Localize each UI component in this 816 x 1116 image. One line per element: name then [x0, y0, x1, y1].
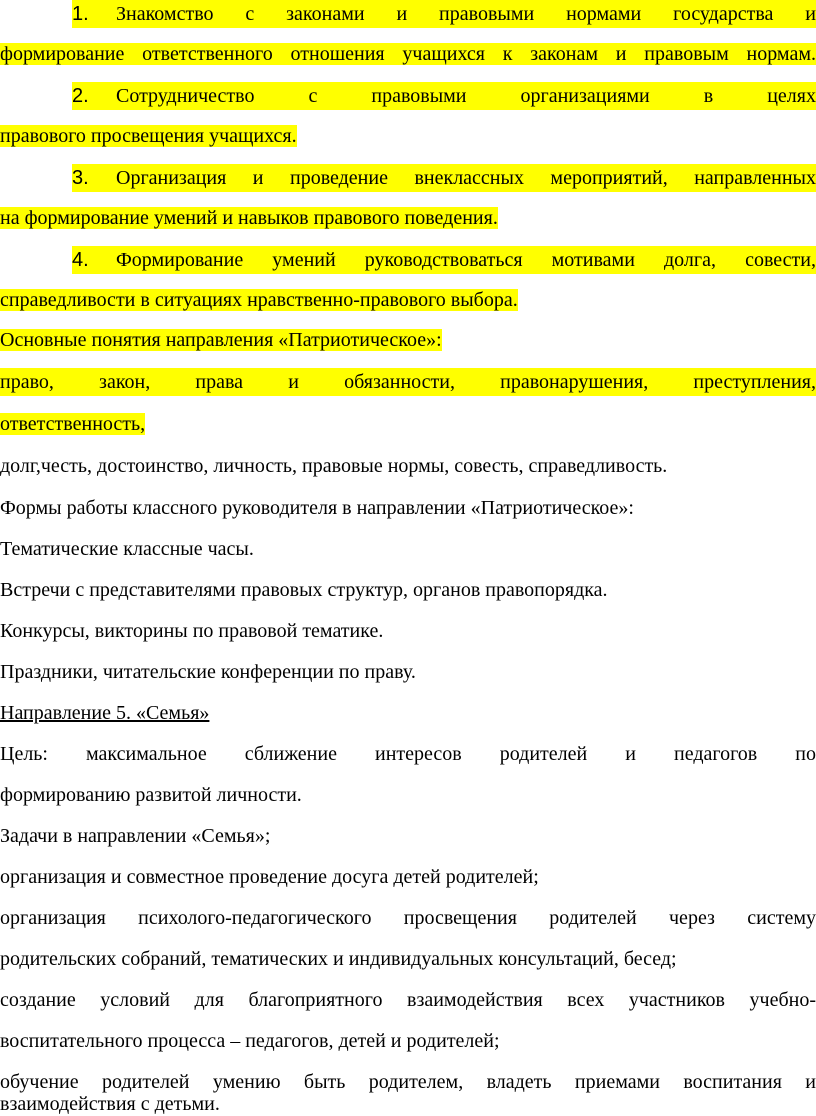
list-text: формирование ответственного отношения учащихся к законам и правовым нормам. — [0, 43, 816, 65]
list-number: 2. — [72, 85, 89, 107]
task-line: организация психолого-педагогического просвещения родителей через систему — [0, 907, 816, 929]
form-item: Тематические классные часы. — [0, 538, 254, 560]
task-line: организация и совместное проведение досуга детей родителей; — [0, 866, 539, 888]
tasks-heading: Задачи в направлении «Семья»; — [0, 825, 271, 847]
section-title: Направление 5. «Семья» — [0, 702, 210, 724]
form-item: Конкурсы, викторины по правовой тематике. — [0, 620, 384, 642]
concepts-line-3: долг,честь, достоинство, личность, правовые нормы, совесть, справедливость. — [0, 455, 668, 477]
list-item-1-line-1 — [0, 0, 816, 28]
form-item: Встречи с представителями правовых структур, органов правопорядка. — [0, 579, 608, 601]
goal-line-1: Цель: максимальное сближение интересов родителей и педагогов по — [0, 743, 816, 765]
task-line: родительских собраний, тематических и индивидуальных консультаций, бесед; — [0, 948, 677, 970]
list-item-2-line-1 — [0, 82, 816, 110]
list-number: 3. — [72, 167, 89, 189]
list-number: 4. — [72, 249, 89, 271]
list-text: Сотрудничество с правовыми организациями в целях — [116, 85, 816, 107]
task-line: обучение родителей умению быть родителем, владеть приемами воспитания и — [0, 1071, 816, 1093]
form-item: Праздники, читательские конференции по праву. — [0, 661, 416, 683]
list-text: на формирование умений и навыков правового поведения. — [0, 207, 498, 229]
list-item-3-line-1 — [0, 164, 816, 192]
task-line: воспитательного процесса – педагогов, детей и родителей; — [0, 1030, 500, 1052]
list-item-3-line-2 — [0, 204, 816, 232]
list-text: правового просвещения учащихся. — [0, 125, 297, 147]
concepts-heading: Основные понятия направления «Патриотическое»: — [0, 329, 442, 351]
list-number: 1. — [72, 3, 89, 25]
forms-heading: Формы работы классного руководителя в направлении «Патриотическое»: — [0, 497, 634, 519]
list-item-1-line-2 — [0, 40, 816, 68]
task-line: взаимодействия с детьми. — [0, 1093, 220, 1115]
concepts-line-2: ответственность, — [0, 413, 146, 435]
list-text: справедливости в ситуациях нравственно-правового выбора. — [0, 289, 518, 311]
list-text: Организация и проведение внеклассных мероприятий, направленных — [116, 167, 816, 189]
list-item-4-line-1 — [0, 246, 816, 274]
task-line: создание условий для благоприятного взаимодействия всех участников учебно- — [0, 989, 816, 1011]
goal-line-2: формированию развитой личности. — [0, 784, 302, 806]
concepts-line-1: право, закон, права и обязанности, правонарушения, преступления, — [0, 368, 816, 396]
list-item-2-line-2 — [0, 122, 816, 150]
list-item-4-line-2 — [0, 286, 816, 314]
list-text: Формирование умений руководствоваться мотивами долга, совести, — [116, 249, 816, 271]
list-text: Знакомство с законами и правовыми нормами государства и — [116, 3, 816, 25]
